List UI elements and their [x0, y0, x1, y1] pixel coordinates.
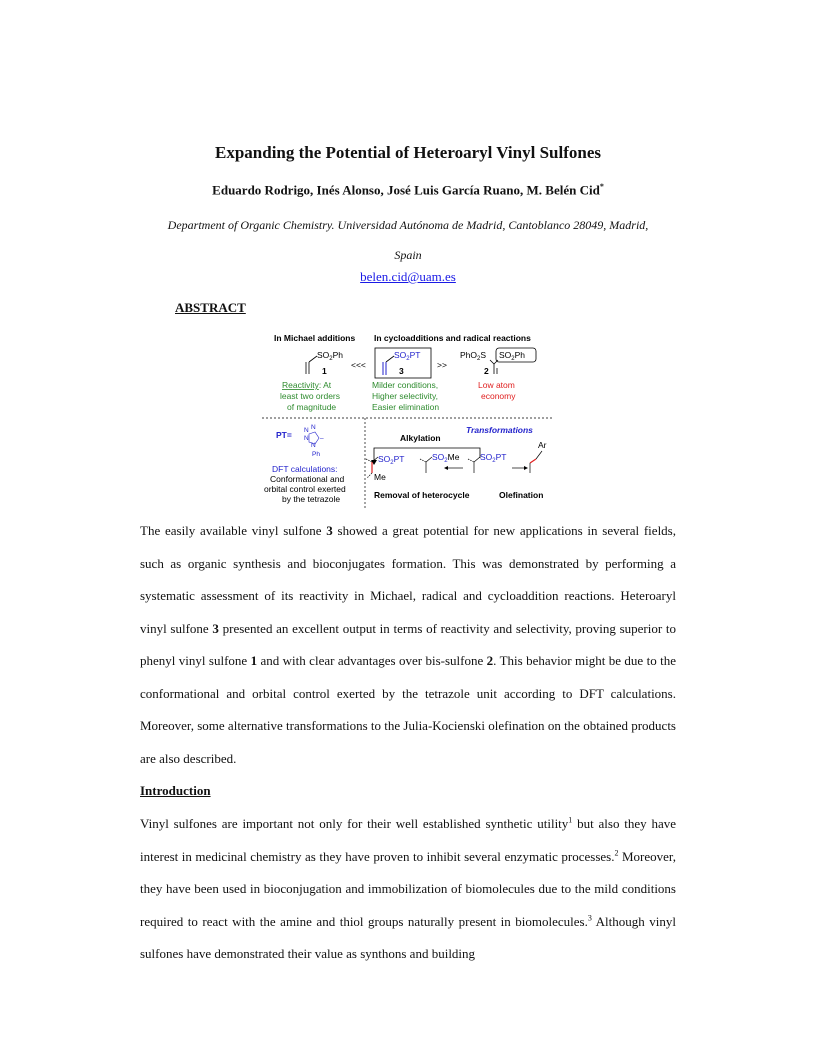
reactivity-line-3: of magnitude	[287, 402, 337, 412]
compound-3-number: 3	[399, 366, 404, 376]
authors-text: Eduardo Rodrigo, Inés Alonso, José Luis García Ruano, M. Belén Cid	[212, 182, 600, 198]
olefination-arrowhead	[524, 466, 528, 470]
reactivity-line-1: Reactivity: At	[282, 380, 332, 390]
dft-line-2: Conformational and	[270, 474, 345, 484]
tetrazole-ring	[304, 424, 324, 458]
affiliation	[0, 210, 816, 270]
so2pt-start-label: $SO_2PT$	[480, 452, 507, 464]
so2me-label: $SO_2Me$	[432, 452, 460, 464]
introduction-text: Vinyl sulfones are important not only for their well established synthetic utility$^1$ but also they have interest in medicinal chemistry as they have proven to inhibit several enzymatic processes.$^2$ Moreover, they have been used in bioconjugation and immobilization of biomolecules due to the mild conditions required to react with the amine and thiol groups naturally present in biomolecules.$^3$ Although vinyl sulfones have demonstrated their value as synthons and building	[140, 815, 676, 961]
svg-text:N: N	[304, 435, 309, 442]
abstract-text: The easily available vinyl sulfone 3 showed a great potential for new applications in several fields, such as organic synthesis and bioconjugates formation. This was demonstrated by performing a systematic assessment of its reactivity in Michael, radical and cycloaddition reactions. Heteroaryl vinyl sulfone 3 presented an excellent output in terms of reactivity and selectivity, proving superior to phenyl vinyl sulfone 1 and with clear advantages over bis-sulfone 2. This behavior might be due to the conformational and orbital control exerted by the tetrazole unit according to DFT calculations. Moreover, some alternative transformations to the Julia-Kocienski olefination on the obtained products are also described.	[140, 523, 677, 766]
email-link[interactable]: belen.cid@uam.es	[360, 269, 456, 284]
toc-graphic-svg	[262, 328, 552, 508]
dft-line-4: by the tetrazole	[282, 494, 341, 504]
compound-3-label: $SO_2PT$	[394, 350, 421, 362]
transformations-label: Transformations	[466, 425, 533, 435]
olefination-label: Olefination	[499, 490, 544, 500]
less-than-sign: <<<	[351, 360, 366, 370]
methylated-so2pt: $SO_2PT$	[378, 454, 405, 466]
compound-2-number: 2	[484, 366, 489, 376]
milder-line-3: Easier elimination	[372, 402, 440, 412]
aryl-label: Ar	[538, 440, 547, 450]
corresponding-mark: *	[599, 182, 604, 191]
so2pt-start	[468, 457, 480, 473]
compound-1-number: 1	[322, 366, 327, 376]
olefin-product	[530, 451, 542, 473]
greater-than-sign: >>	[437, 360, 447, 370]
affiliation-line-2: Spain	[394, 248, 422, 262]
paper-title: Expanding the Potential of Heteroaryl Vinyl Sulfones	[215, 143, 601, 162]
svg-text:Ph: Ph	[312, 451, 320, 458]
toc-graphic	[262, 328, 552, 508]
ref-1: 1	[568, 815, 573, 825]
cyclo-header: In cycloadditions and radical reactions	[374, 333, 531, 343]
methyl-label: Me	[374, 472, 386, 482]
svg-text:N: N	[311, 424, 316, 431]
compound-3-structure	[383, 356, 394, 375]
abstract-heading: ABSTRACT	[175, 300, 246, 315]
compound-1-label: $SO_2Ph$	[317, 350, 344, 362]
compound-1-structure	[306, 356, 317, 374]
removal-label: Removal of heterocycle	[374, 490, 470, 500]
introduction-heading: Introduction	[140, 783, 211, 798]
dft-line-1: DFT calculations:	[272, 464, 338, 474]
ref-2: 2	[614, 848, 619, 858]
affiliation-line-1: Department of Organic Chemistry. Universidad Autónoma de Madrid, Cantoblanco 28049, Madrid,	[167, 218, 649, 232]
so2me-product	[420, 457, 432, 473]
low-atom-line-1: Low atom	[478, 380, 515, 390]
svg-text:–: –	[320, 435, 324, 442]
compound-2-structure	[490, 360, 498, 374]
alkylation-label: Alkylation	[400, 433, 441, 443]
low-atom-line-2: economy	[481, 391, 516, 401]
milder-line-1: Milder conditions,	[372, 380, 439, 390]
reactivity-line-2: least two orders	[280, 391, 340, 401]
milder-line-2: Higher selectivity,	[372, 391, 438, 401]
author-list	[0, 182, 816, 198]
removal-arrowhead	[444, 466, 448, 470]
svg-text:N: N	[311, 442, 316, 449]
michael-header: In Michael additions	[274, 333, 356, 343]
compound-2-right-label: $SO_2Ph$	[499, 350, 526, 362]
compound-2-left-label: PhO$_2$S	[460, 350, 487, 362]
ref-3: 3	[587, 913, 592, 923]
pt-label: PT=	[276, 430, 292, 440]
dft-line-3: orbital control exerted	[264, 484, 346, 494]
email-line	[0, 269, 816, 285]
svg-text:N: N	[304, 427, 309, 434]
